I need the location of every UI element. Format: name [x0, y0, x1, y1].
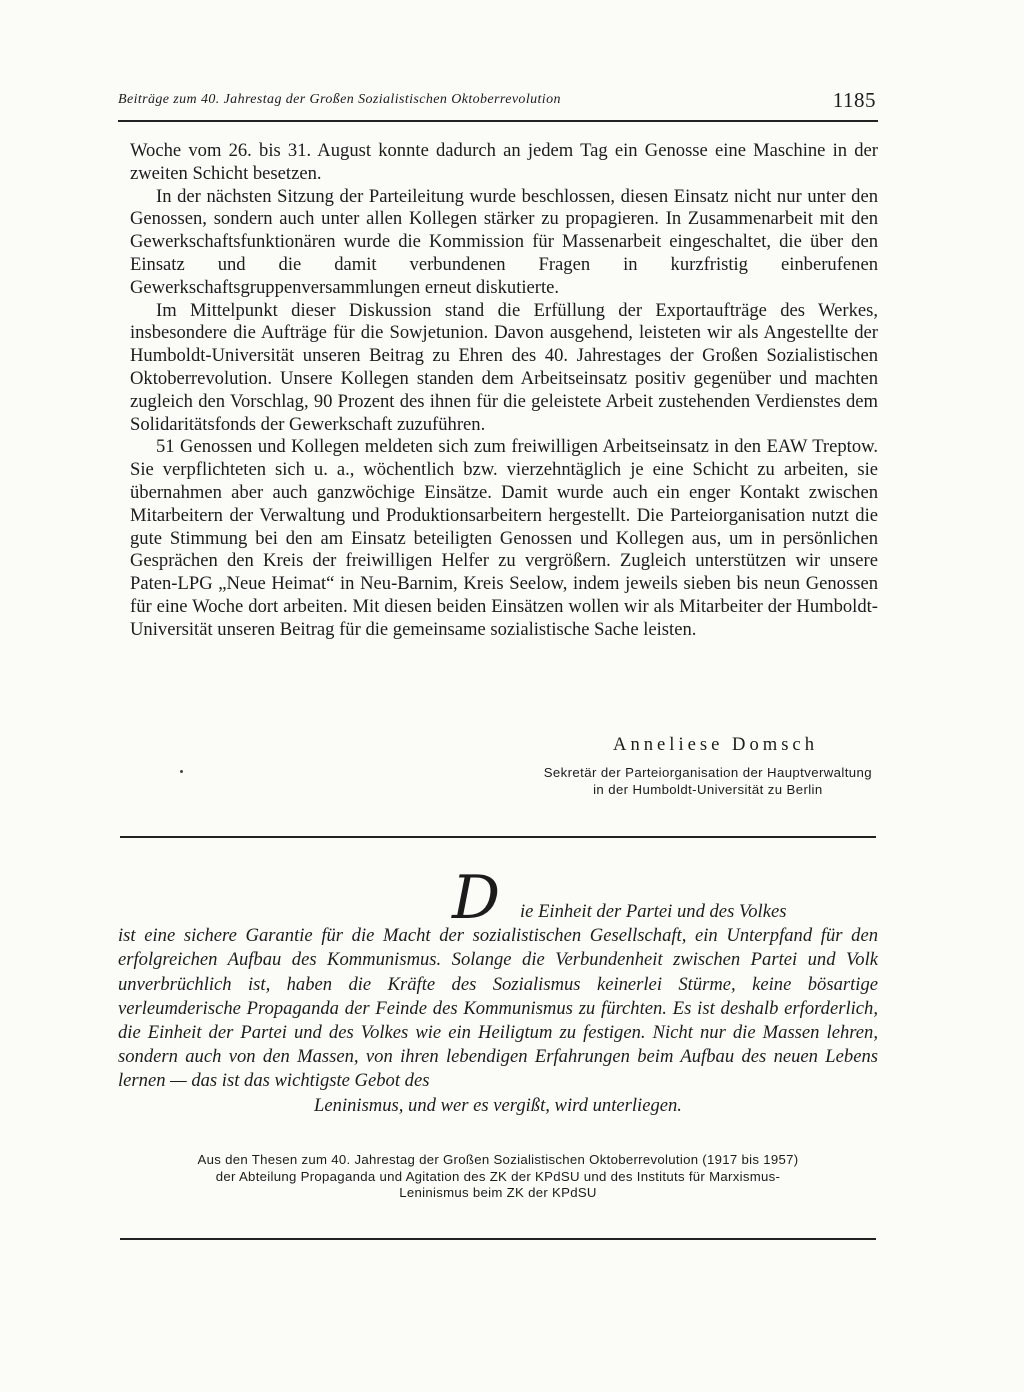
running-title: Beiträge zum 40. Jahrestag der Großen Sozialistischen Oktoberrevolution [118, 92, 561, 107]
quote-body: ist eine sichere Garantie für die Macht der sozialistischen Gesellschaft, ein Unterpfand für den erfolgreichen Aufbau des Kommunismus. Solange die Verbundenheit zwischen Partei und Volk unverbrüchlich ist, haben die Kräfte des Sozialismus keinerlei Stürme, keine bösartige verleumderische Propaganda der Feinde des Kommunismus zu fürchten. Es ist deshalb erforderlich, die Einheit der Partei und des Volkes wie ein Heiligtum zu festigen. Nicht nur die Massen lehren, sondern auch von den Massen, von ihren lebendigen Erfahrungen beim Aufbau des neuen Lebens lernen — das ist das wichtigste Gebot des [118, 925, 878, 1092]
quote-source [122, 1152, 874, 1202]
header-rule [118, 120, 878, 122]
paragraph: Im Mittelpunkt dieser Diskussion stand die Erfüllung der Exportaufträge des Werkes, insbesondere die Aufträge für die Sowjetunion. Davon ausgehend, leisteten wir als Angestellte der Humboldt-Universität unseren Beitrag zu Ehren des 40. Jahrestages der Großen Sozialistischen Oktoberrevolution. Unsere Kollegen standen dem Arbeitseinsatz positiv gegenüber und machten zugleich den Vorschlag, 90 Prozent des ihnen für die geleistete Arbeit zustehenden Verdienstes dem Solidaritätsfonds der Gewerkschaft zuzuführen. [130, 299, 878, 435]
article-body [130, 140, 878, 642]
bottom-rule [120, 1238, 876, 1240]
paragraph: Woche vom 26. bis 31. August konnte dadurch an jedem Tag ein Genosse eine Maschine in der zweiten Schicht besetzen. [130, 140, 878, 184]
source-line: der Abteilung Propaganda und Agitation des ZK der KPdSU und des Instituts für Marxismus- [215, 1168, 781, 1184]
author-title [544, 764, 872, 798]
quote-last-line: Leninismus, und wer es vergißt, wird unterliegen. [314, 1094, 682, 1116]
source-line: Aus den Thesen zum 40. Jahrestag der Großen Sozialistischen Oktoberrevolution (1917 bis 1957) [197, 1152, 799, 1167]
decorative-initial: D [452, 863, 501, 933]
quote-block [118, 863, 878, 1146]
signature-block [130, 734, 878, 804]
page-header [118, 88, 878, 116]
section-rule [120, 836, 876, 838]
author-title-line: Sekretär der Parteiorganisation der Hauptverwaltung [543, 765, 872, 780]
print-speck [180, 770, 183, 773]
page-number: 1185 [832, 88, 876, 112]
author-title-line: in der Humboldt-Universität zu Berlin [593, 782, 823, 797]
source-line: Leninismus beim ZK der KPdSU [399, 1185, 597, 1200]
quote-first-line: ie Einheit der Partei und des Volkes [520, 901, 787, 922]
paragraph: 51 Genossen und Kollegen meldeten sich zum freiwilligen Arbeitseinsatz in den EAW Treptow. Sie verpflichteten sich u. a., wöchentlich bzw. vierzehntäglich je eine Schicht zu arbeiten, sie übernahmen aber auch ganzwöchige Einsätze. Damit wurde auch ein enger Kontakt zwischen Mitarbeitern der Verwaltung und Produktionsarbeitern hergestellt. Die Parteiorganisation nutzt die gute Stimmung bei den am Einsatz beteiligten Genossen und Kollegen aus, um in persönlichen Gesprächen den Kreis der freiwilligen Helfer zu vergrößern. Zugleich unterstützen wir unsere Paten-LPG „Neue Heimat“ in Neu-Barnim, Kreis Seelow, indem jeweils sieben bis neun Genossen für eine Woche dort arbeiten. Mit diesen beiden Einsätzen wollen wir als Mitarbeiter der Humboldt-Universität unseren Beitrag für die gemeinsame sozialistische Sache leisten. [130, 436, 878, 640]
author-name: Anneliese Domsch [613, 734, 818, 755]
quote-text [118, 900, 878, 1118]
paragraph: In der nächsten Sitzung der Parteileitung wurde beschlossen, diesen Einsatz nicht nur unter den Genossen, sondern auch unter allen Kollegen stärker zu propagieren. In Zusammenarbeit mit den Gewerkschaftsfunktionären wurde die Kommission für Massenarbeit eingeschaltet, die über den Einsatz und die damit verbundenen Fragen in kurzfristig einberufenen Gewerkschaftsgruppenversammlungen erneut diskutierte. [130, 185, 878, 298]
